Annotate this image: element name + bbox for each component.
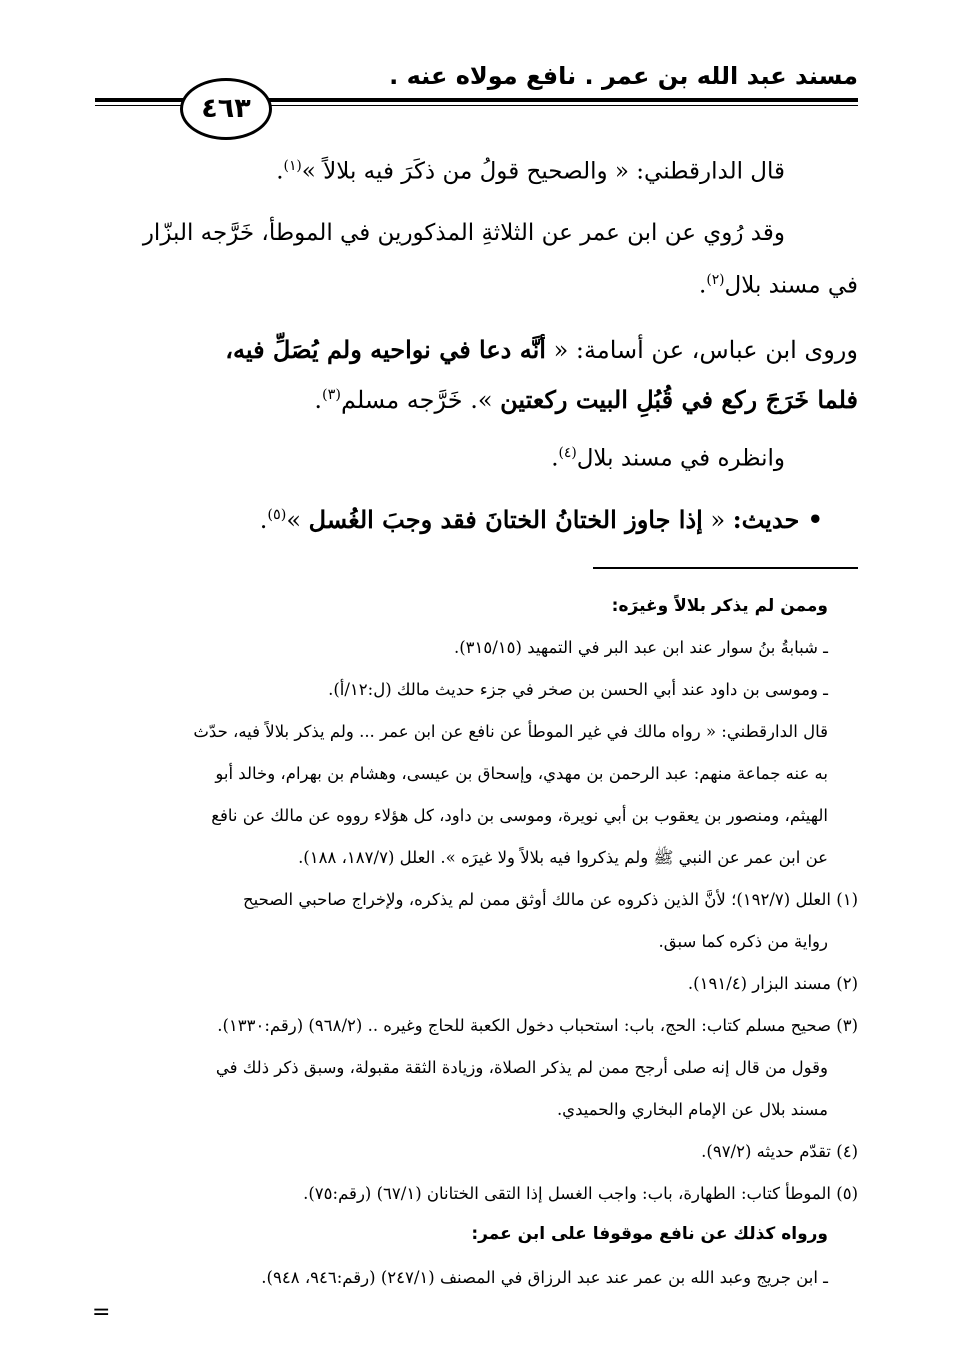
- body-line-6: [551, 445, 785, 472]
- body-text: «: [702, 506, 733, 534]
- footnote-ref: (١): [283, 158, 302, 174]
- footnote-line: (٥) الموطأ كتاب: الطهارة، باب: واجب الغسل إذا التقى الختانان (٦٧/١) (رقم:٧٥).: [303, 1184, 858, 1203]
- hadith-heading: • حديث:: [732, 505, 823, 534]
- body-text: ». خَرَّجه مسلم: [340, 386, 501, 414]
- body-line-2: وقد رُوي عن ابن عمر عن الثلاثةِ المذكورين في الموطأ، خَرَّجه البزّار: [142, 220, 785, 246]
- hadith-text: فلما خَرَجَ ركع في قُبُلِ البيت ركعتين: [500, 385, 858, 414]
- footnote-line: ـ وموسى بن داود عند أبي الحسن بن صخر في جزء حديث مالك (ل:١٢/أ).: [328, 680, 828, 699]
- period: .: [276, 158, 284, 185]
- footnote-line: (٢) مسند البزار (١٩١/٤).: [687, 974, 858, 993]
- period: .: [314, 386, 322, 414]
- footnote-ref: (٢): [706, 272, 725, 288]
- body-line-4: [225, 335, 858, 364]
- footnote-line: قال الدارقطني: « رواه مالك في غير الموطأ عن نافع عن ابن عمر ... ولم يذكر بلالاً فيه، حدّث: [193, 722, 828, 741]
- body-text: وانظره في مسند بلال: [576, 445, 785, 472]
- body-text: قال الدارقطني: « والصحيح قولُ من ذكَرَ فيه بلالاً »: [301, 158, 785, 185]
- footnote-line: مسند بلال عن الإمام البخاري والحميدي.: [556, 1100, 828, 1119]
- footnote-line: وممن لم يذكر بلالاً وغيرَه:: [611, 596, 828, 616]
- footnote-line: ـ شبابةُ بنُ سوار عند ابن عبد البر في التمهيد (٣١٥/١٥).: [453, 638, 828, 657]
- period: .: [551, 445, 559, 472]
- footnote-line: (١) العلل (١٩٢/٧)؛ لأنَّ الذين ذكروه عن مالك أوثق ممن لم يذكره، ولإخراج صاحبي الصحيح: [242, 890, 858, 909]
- footnote-line: (٣) صحيح مسلم كتاب: الحج، باب: استحباب دخول الكعبة للحاج وغيره .. (٩٦٨/٢) (رقم:١٣٣٠).: [217, 1016, 858, 1035]
- footnote-line: وقول من قال إنه صلى أرجح ممن لم يذكر الصلاة، وزيادة الثقة مقبولة، وسبق ذكر ذلك في: [215, 1058, 828, 1077]
- footnote-line: ـ ابن جريج وعبد الله بن عمر عند عبد الرزاق في المصنف (٢٤٧/١) (رقم:٩٤٦، ٩٤٨).: [261, 1268, 828, 1287]
- footnote-separator: [593, 567, 858, 569]
- period: .: [259, 506, 268, 534]
- body-line-3: [699, 272, 858, 299]
- body-text: »: [286, 506, 309, 534]
- body-line-5: [314, 385, 858, 414]
- page-number: ٤٦٣: [180, 78, 272, 140]
- footnote-line: به عنه جماعة منهم: عبد الرحمن بن مهدي، وإسحاق بن عيسى، وهشام بن بهرام، وخالد أبو: [215, 764, 828, 783]
- footnote-ref: (٥): [267, 507, 287, 523]
- body-line-7: [260, 505, 823, 534]
- footnote-ref: (٤): [558, 445, 577, 461]
- period: .: [699, 272, 707, 299]
- body-text: وروى ابن عباس، عن أسامة: «: [545, 336, 858, 364]
- footnote-line: عن ابن عمر عن النبي ﷺ ولم يذكروا فيه بلالاً ولا غيرَه ». العلل (١٨٧/٧، ١٨٨).: [298, 848, 828, 867]
- continuation-mark: =: [92, 1300, 111, 1325]
- hadith-text: إذا جاوز الختانُ الختانَ فقد وجبَ الغُسل: [308, 505, 703, 534]
- body-text: في مسند بلال: [724, 272, 858, 299]
- footnote-line: ورواه كذلك عن نافع موقوفا على ابن عمر:: [471, 1224, 828, 1244]
- footnote-line: رواية من ذكره كما سبق.: [658, 932, 828, 951]
- hadith-text: أنَّه دعا في نواحيه ولم يُصَلِّ فيه،: [225, 335, 546, 364]
- footnote-line: (٤) تقدّم حديثه (٩٧/٢).: [701, 1142, 858, 1161]
- running-title: مسند عبد الله بن عمر . نافع مولاه عنه .: [389, 62, 858, 90]
- footnote-line: الهيثم، ومنصور بن يعقوب بن أبي نويرة، وموسى بن داود، كل هؤلاء رووه عن مالك عن نافع: [211, 806, 828, 825]
- body-line-1: [276, 158, 785, 185]
- footnote-ref: (٣): [322, 387, 341, 403]
